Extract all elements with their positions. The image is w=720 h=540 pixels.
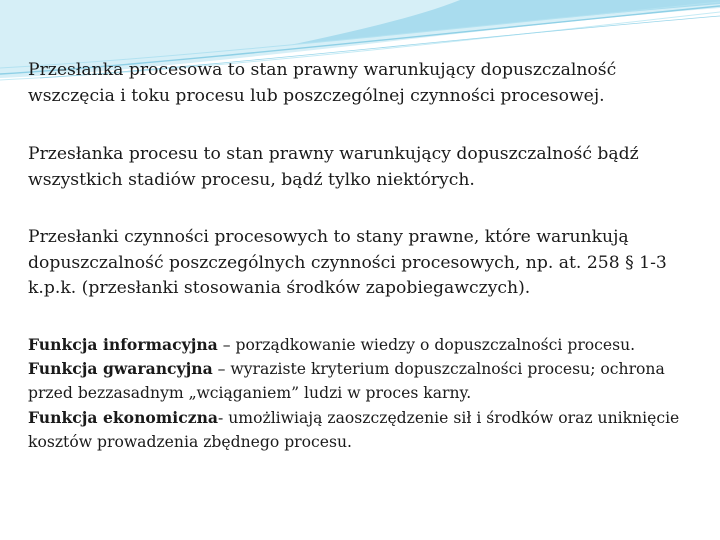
function-description: – porządkowanie wiedzy o dopuszczalności procesu.: [217, 335, 636, 354]
slide-content: [28, 58, 698, 454]
function-term: Funkcja informacyjna: [28, 334, 218, 354]
functions-list: [28, 333, 698, 455]
function-gwarancyjna: [28, 357, 698, 406]
function-term: Funkcja gwarancyjna: [28, 359, 213, 379]
function-description: - umożliwiają zaoszczędzenie sił i środków oraz uniknięcie kosztów prowadzenia zbędnego procesu.: [28, 408, 680, 451]
function-description: – wyraziste kryterium dopuszczalności procesu; ochrona przed bezzasadnym „wciąganiem” ludzi w proces karny.: [28, 360, 665, 403]
function-term: Funkcja ekonomiczna: [28, 407, 219, 427]
definition-przeslanki-czynnosci: Przesłanki czynności procesowych to stany prawne, które warunkują dopuszczalność poszczególnych czynności procesowych, np. at. 258 § 1-3 k.p.k. (przesłanki stosowania środków zapobiegawczych).: [28, 227, 667, 298]
definition-przeslanka-procesowa: Przesłanka procesowa to stan prawny warunkujący dopuszczalność wszczęcia i toku procesu lub poszczególnej czynności procesowej.: [28, 60, 617, 106]
definition-przeslanka-procesu: Przesłanka procesu to stan prawny warunkujący dopuszczalność bądź wszystkich stadiów procesu, bądź tylko niektórych.: [28, 144, 639, 190]
function-informacyjna: [28, 333, 698, 358]
function-ekonomiczna: [28, 406, 698, 455]
